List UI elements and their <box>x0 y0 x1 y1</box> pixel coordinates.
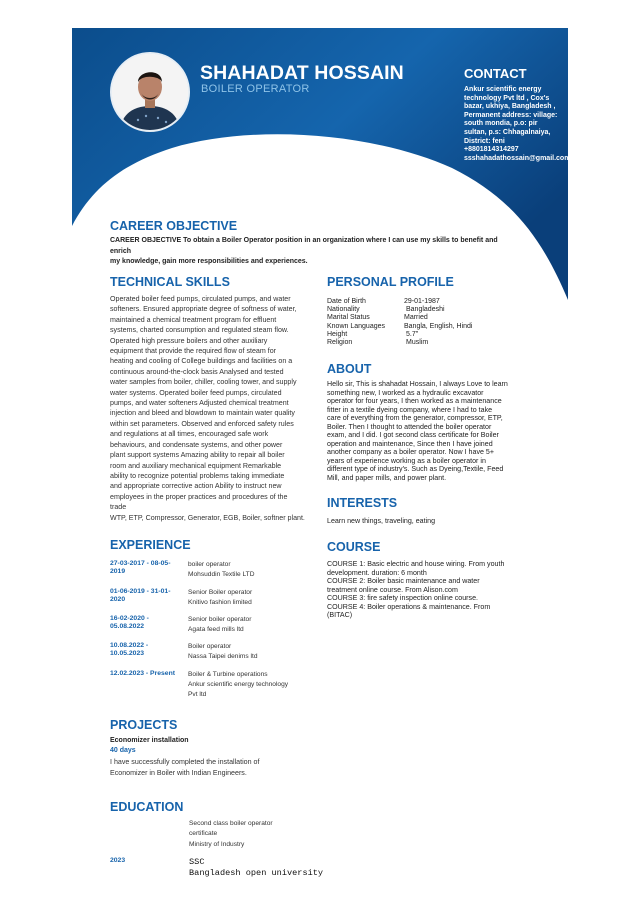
contact-line: District: feni <box>464 137 505 145</box>
date-line: 27-03-2017 - 08-05- <box>110 560 171 567</box>
skills-line: systems, charted consumption and regulated steam flow. <box>110 326 289 335</box>
skills-line: within set parameters. Observed and enforced safety rules <box>110 419 294 428</box>
skills-line: maintained a chemical treatment program for effluent <box>110 315 277 324</box>
profile-value: 5.7" <box>406 330 419 338</box>
contact-details <box>464 86 572 163</box>
profile-key: Height <box>327 330 348 338</box>
company-name: Nassa Taipei denims ltd <box>188 653 258 660</box>
contact-heading: CONTACT <box>464 66 527 81</box>
experience-info <box>188 642 298 662</box>
profile-value: Married <box>404 314 428 322</box>
about-line: Hello sir, This is shahadat Hossain, I always Love to learn <box>327 380 508 388</box>
company-name: Agata feed mills ltd <box>188 626 244 633</box>
date-line: 10.05.2023 <box>110 650 145 658</box>
skills-line: and regulations at all times, encouraged safe work <box>110 430 269 439</box>
profile-row <box>327 314 473 322</box>
company-name: Knitivo fashion limited <box>188 599 252 606</box>
course-line: COURSE 2: Boiler basic maintenance and water <box>327 577 480 585</box>
date-line: 2019 <box>110 568 126 576</box>
about-line: Mill, and paper mills, and power plant. <box>327 473 447 482</box>
course-line: COURSE 4: Boiler operations & maintenance. From <box>327 602 491 611</box>
about-line: fitter in a textile dyeing company, where I had to take <box>327 405 493 414</box>
contact-line: Permanent address: village: <box>464 111 558 119</box>
experience-heading: EXPERIENCE <box>110 538 191 552</box>
skills-line: and appropriate corrective action Ability to instruct new <box>110 482 282 491</box>
contact-line: Ankur scientific energy <box>464 86 542 93</box>
about-text <box>327 380 527 482</box>
skills-line: water samples from boiler, chiller, cooling tower, and supply <box>110 378 297 387</box>
profile-key: Religion <box>327 339 353 347</box>
skills-line: heating and cooling of College buildings and facilities on a <box>110 357 293 366</box>
experience-info <box>188 615 298 635</box>
education-line: Second class boiler operator <box>189 820 273 827</box>
profile-row <box>327 323 473 331</box>
about-line: different type of industry's. Such as Dyeing,Textile, Feed <box>327 465 504 473</box>
experience-info <box>188 560 298 580</box>
course-heading: COURSE <box>327 540 381 554</box>
about-line: operator for four years, I then worked as a maintenance <box>327 397 502 405</box>
profile-row <box>327 331 473 339</box>
skills-line: pumps, and water softeners Adjusted chemical treatment <box>110 399 289 408</box>
course-text <box>327 560 527 620</box>
profile-key: Known Languages <box>327 322 385 330</box>
project-duration: 40 days <box>110 747 136 754</box>
education-item <box>189 857 323 879</box>
profile-row <box>327 339 473 347</box>
date-line: 01-06-2019 - 31-01- <box>110 588 171 595</box>
interests-heading: INTERESTS <box>327 496 398 510</box>
education-year: 2023 <box>110 857 126 864</box>
about-line: years of experience working as a boiler operator in <box>327 456 486 465</box>
skills-line: Operated high pressure boilers and other auxiliary <box>110 336 268 345</box>
contact-line: sultan, p.s: Chhagalnaiya, <box>464 128 551 136</box>
about-heading: ABOUT <box>327 362 372 376</box>
skills-line: employees in the proper practices and procedures of the <box>110 492 288 501</box>
skills-line: ability to recognize potential problems taking immediate <box>110 471 285 480</box>
profile-value: Bangladeshi <box>406 306 445 314</box>
education-item <box>189 819 273 850</box>
personal-profile-heading: PERSONAL PROFILE <box>327 275 454 289</box>
objective-line: my knowledge, gain more responsibilities and experiences. <box>110 258 308 265</box>
job-role: Senior Boiler operator <box>188 589 253 596</box>
experience-info <box>188 588 298 608</box>
course-line: development. duration: 6 month <box>327 568 427 577</box>
candidate-role: BOILER OPERATOR <box>201 83 310 95</box>
experience-dates <box>110 560 182 576</box>
profile-photo <box>112 54 188 130</box>
date-line: 05.08.2022 <box>110 623 145 631</box>
personal-profile-table <box>327 298 473 347</box>
objective-line: CAREER OBJECTIVE To obtain a Boiler Operator position in an organization where I can use my skills to benefit and enrich <box>110 237 498 255</box>
experience-dates <box>110 588 182 604</box>
interests-text: Learn new things, traveling, eating <box>327 517 436 525</box>
profile-row <box>327 298 473 306</box>
experience-dates <box>110 670 182 678</box>
contact-email: ssshahadathossain@gmail.com <box>464 154 571 162</box>
skills-line: softeners. Ensured appropriate degree of softness of water, <box>110 305 297 314</box>
course-line: (BITAC) <box>327 611 353 619</box>
about-line: Boiler. Then I thought to attended the boiler operator <box>327 422 492 431</box>
skills-line: continuous around-the-clock basis Analysed and tested <box>110 367 284 376</box>
date-line: 10.08.2022 - <box>110 642 149 649</box>
company-name: Mohsuddin Textile LTD <box>188 571 255 578</box>
career-objective-text <box>110 236 510 268</box>
about-line: another company as a boiler operator. Now I have 5+ <box>327 448 495 456</box>
job-role: Boiler operator <box>188 643 232 650</box>
technical-skills-text <box>110 294 315 523</box>
education-line: Ministry of Industry <box>189 840 245 848</box>
education-line: certificate <box>189 830 218 838</box>
profile-key: Date of Birth <box>327 298 366 305</box>
job-role: boiler operator <box>188 561 231 568</box>
skills-line: behaviours, and condensate systems, and other power <box>110 440 283 449</box>
skills-line: plant support systems Amazing ability to repair all boiler <box>110 451 285 460</box>
skills-line: trade <box>110 503 127 512</box>
profile-value: Bangla, English, Hindi <box>404 322 473 330</box>
profile-key: Marital Status <box>327 314 370 322</box>
project-line: Economizer in Boiler with Indian Engineers. <box>110 768 247 777</box>
job-role: Senior boiler operator <box>188 616 252 623</box>
profile-row <box>327 306 473 314</box>
profile-value: Muslim <box>406 339 429 347</box>
technical-skills-heading: TECHNICAL SKILLS <box>110 275 230 289</box>
date-line: 12.02.2023 - Present <box>110 670 175 677</box>
skills-line: Operated boiler feed pumps, circulated pumps, and water <box>110 295 291 303</box>
date-line: 2020 <box>110 596 126 604</box>
course-line: COURSE 3: fire safety inspection online course. <box>327 594 479 602</box>
projects-heading: PROJECTS <box>110 718 178 732</box>
education-heading: EDUCATION <box>110 800 184 814</box>
education-line: SSC <box>189 857 205 867</box>
date-line: 16-02-2020 - <box>110 615 149 622</box>
about-line: something new, I worked as a hydraulic excavator <box>327 388 484 397</box>
contact-line: bazar, ukhiya, Bangladesh , <box>464 103 556 111</box>
candidate-name: SHAHADAT HOSSAIN <box>200 62 404 84</box>
experience-dates <box>110 642 182 658</box>
experience-info <box>188 670 308 700</box>
education-line: Bangladesh open university <box>189 868 324 878</box>
project-description <box>110 757 310 778</box>
course-line: COURSE 1: Basic electric and house wiring. From youth <box>327 560 505 568</box>
project-name: Economizer installation <box>110 737 189 744</box>
about-line: care of everything from the generator, compressor, ETP, <box>327 414 503 422</box>
experience-dates <box>110 615 182 631</box>
skills-line: equipment that provide the required flow of steam for <box>110 347 277 356</box>
contact-line: technology Pvt ltd , Cox's <box>464 94 550 102</box>
about-line: exam, and I did. I got second class certificate for Boiler <box>327 431 499 439</box>
skills-line: injection and bleed and blowdown to maintain water quality <box>110 409 295 418</box>
company-name: Pvt ltd <box>188 691 207 698</box>
company-name: Ankur scientific energy technology <box>188 681 289 688</box>
about-line: operation and maintenance, Since then I have joined <box>327 439 493 448</box>
contact-phone: +8801814314297 <box>464 146 519 154</box>
profile-key: Nationality <box>327 306 360 314</box>
career-objective-heading: CAREER OBJECTIVE <box>110 219 238 233</box>
profile-value: 29-01-1987 <box>404 298 440 305</box>
skills-line: room and auxiliary mechanical equipment Remarkable <box>110 461 282 470</box>
skills-line: water systems. Operated boiler feed pumps, circulated <box>110 388 282 397</box>
job-role: Boiler & Turbine operations <box>188 671 268 678</box>
skills-line: WTP, ETP, Compressor, Generator, EGB, Boiler, softner plant. <box>110 513 305 522</box>
contact-line: south mondia, p.o: pir <box>464 120 538 128</box>
course-line: treatment online course. From Alison.com <box>327 585 458 594</box>
project-line: I have successfully completed the installation of <box>110 758 260 766</box>
